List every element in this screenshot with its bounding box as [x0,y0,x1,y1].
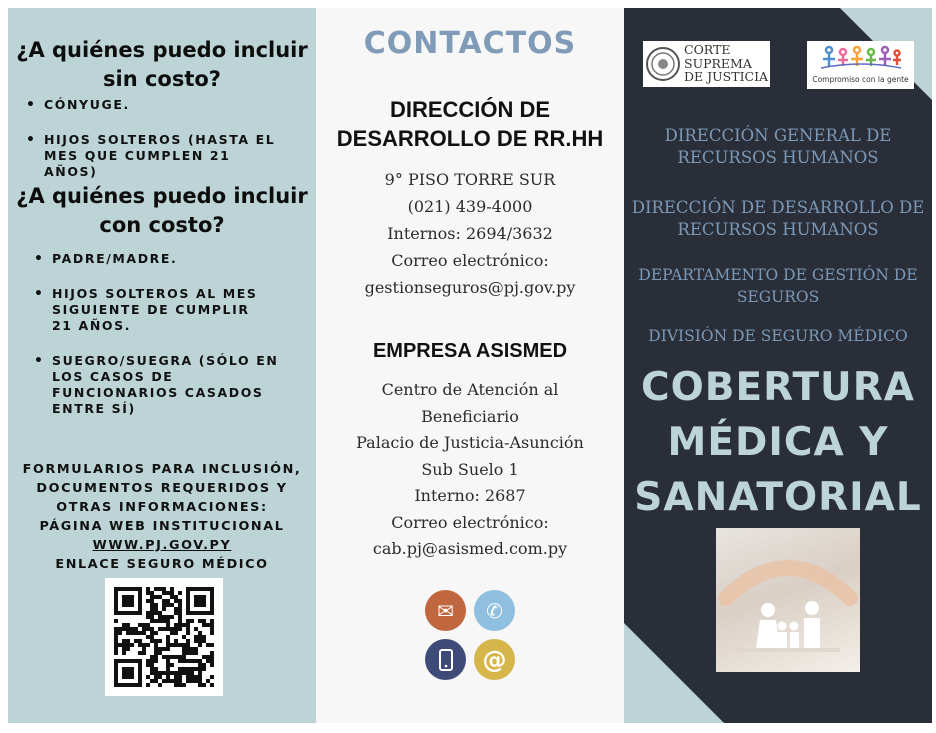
empresa-heading: EMPRESA ASISMED [372,340,568,362]
middle-panel [316,8,624,723]
empresa-line: Interno: 2687 [414,486,526,505]
email-label: Correo electrónico: [391,251,549,270]
phone-icon: ✆ [474,590,515,631]
list-item: • HIJOS SOLTEROS (HASTA EL MES QUE CUMPLEN 21 AÑOS) [22,132,306,180]
dgrh-text: DIRECCIÓN GENERAL DE RECURSOS HUMANOS [664,126,892,167]
right-panel [624,8,932,723]
direccion-heading [316,95,624,153]
forms-line: PÁGINA WEB INSTITUCIONAL [39,519,285,534]
internos-line: Internos: 2694/3632 [387,224,553,243]
q1-list [22,97,306,180]
logo-caption: Compromiso con la gente [812,75,909,84]
email-link[interactable]: cab.pj@asismed.com.py [372,539,568,558]
forms-line: OTRAS INFORMACIONES: [56,500,268,515]
dsm-text: DIVISIÓN DE SEGURO MÉDICO [648,327,908,345]
website-link[interactable]: WWW.PJ.GOV.PY [92,538,232,553]
forms-line: DOCUMENTOS REQUERIDOS Y [36,481,288,496]
email-link[interactable]: gestionseguros@pj.gov.py [364,278,576,297]
ddrh-text: DIRECCIÓN DE DESARROLLO DE RECURSOS HUMANOS [631,198,925,239]
list-item: • CÓNYUGE. [22,97,306,113]
direccion-heading-line: DESARROLLO DE RR.HH [336,126,604,151]
contactos-title: CONTACTOS [363,26,577,61]
email-label: Correo electrónico: [391,512,549,532]
main-title-line: MÉDICA Y [667,420,889,465]
logo-text: DE JUSTICIA [684,69,769,84]
empresa-line: Beneficiario [421,406,519,426]
q2-list [30,251,310,417]
left-panel [8,8,316,723]
seguro-link[interactable]: ENLACE SEGURO MÉDICO [55,557,269,572]
family-protection-photo [716,528,860,672]
list-item: • PADRE/MADRE. [30,251,310,267]
q1-heading: ¿A quiénes puedo incluir sin costo? [16,38,308,91]
direccion-contact [316,166,624,301]
mobile-icon [425,639,466,680]
logo-text: SUPREMA [684,55,752,71]
empresa-line: Centro de Atención al [381,380,559,399]
logo-text: CORTE [684,42,731,57]
phone-line: (021) 439-4000 [407,197,533,216]
q2-heading: ¿A quiénes puedo incluir con costo? [16,184,308,237]
contact-icons [423,588,519,684]
dgs-text: DEPARTAMENTO DE GESTIÓN DE SEGUROS [638,266,918,306]
at-icon: @ [474,639,515,680]
empresa-line: Sub Suelo 1 [421,459,519,479]
qr-code[interactable] [105,578,223,696]
list-item: • HIJOS SOLTEROS AL MES SIGUIENTE DE CUMPLIR 21 AÑOS. [30,286,310,334]
list-item: • SUEGRO/SUEGRA (SÓLO EN LOS CASOS DE FUNCIONARIOS CASADOS ENTRE SÍ) [30,353,310,417]
address-line: 9° PISO TORRE SUR [384,170,556,189]
forms-line: FORMULARIOS PARA INCLUSIÓN, [22,462,302,477]
email-icon: ✉ [425,590,466,631]
corte-suprema-logo [643,41,770,87]
empresa-line: Palacio de Justicia-Asunción [356,433,584,452]
direccion-heading-line: DIRECCIÓN DE [389,97,551,122]
compromiso-logo [807,41,914,89]
main-title [624,360,932,525]
corner-decoration [624,623,724,723]
main-title-line: COBERTURA [641,365,915,410]
empresa-contact [316,377,624,563]
forms-info [14,460,310,574]
main-title-line: SANATORIAL [634,475,922,520]
